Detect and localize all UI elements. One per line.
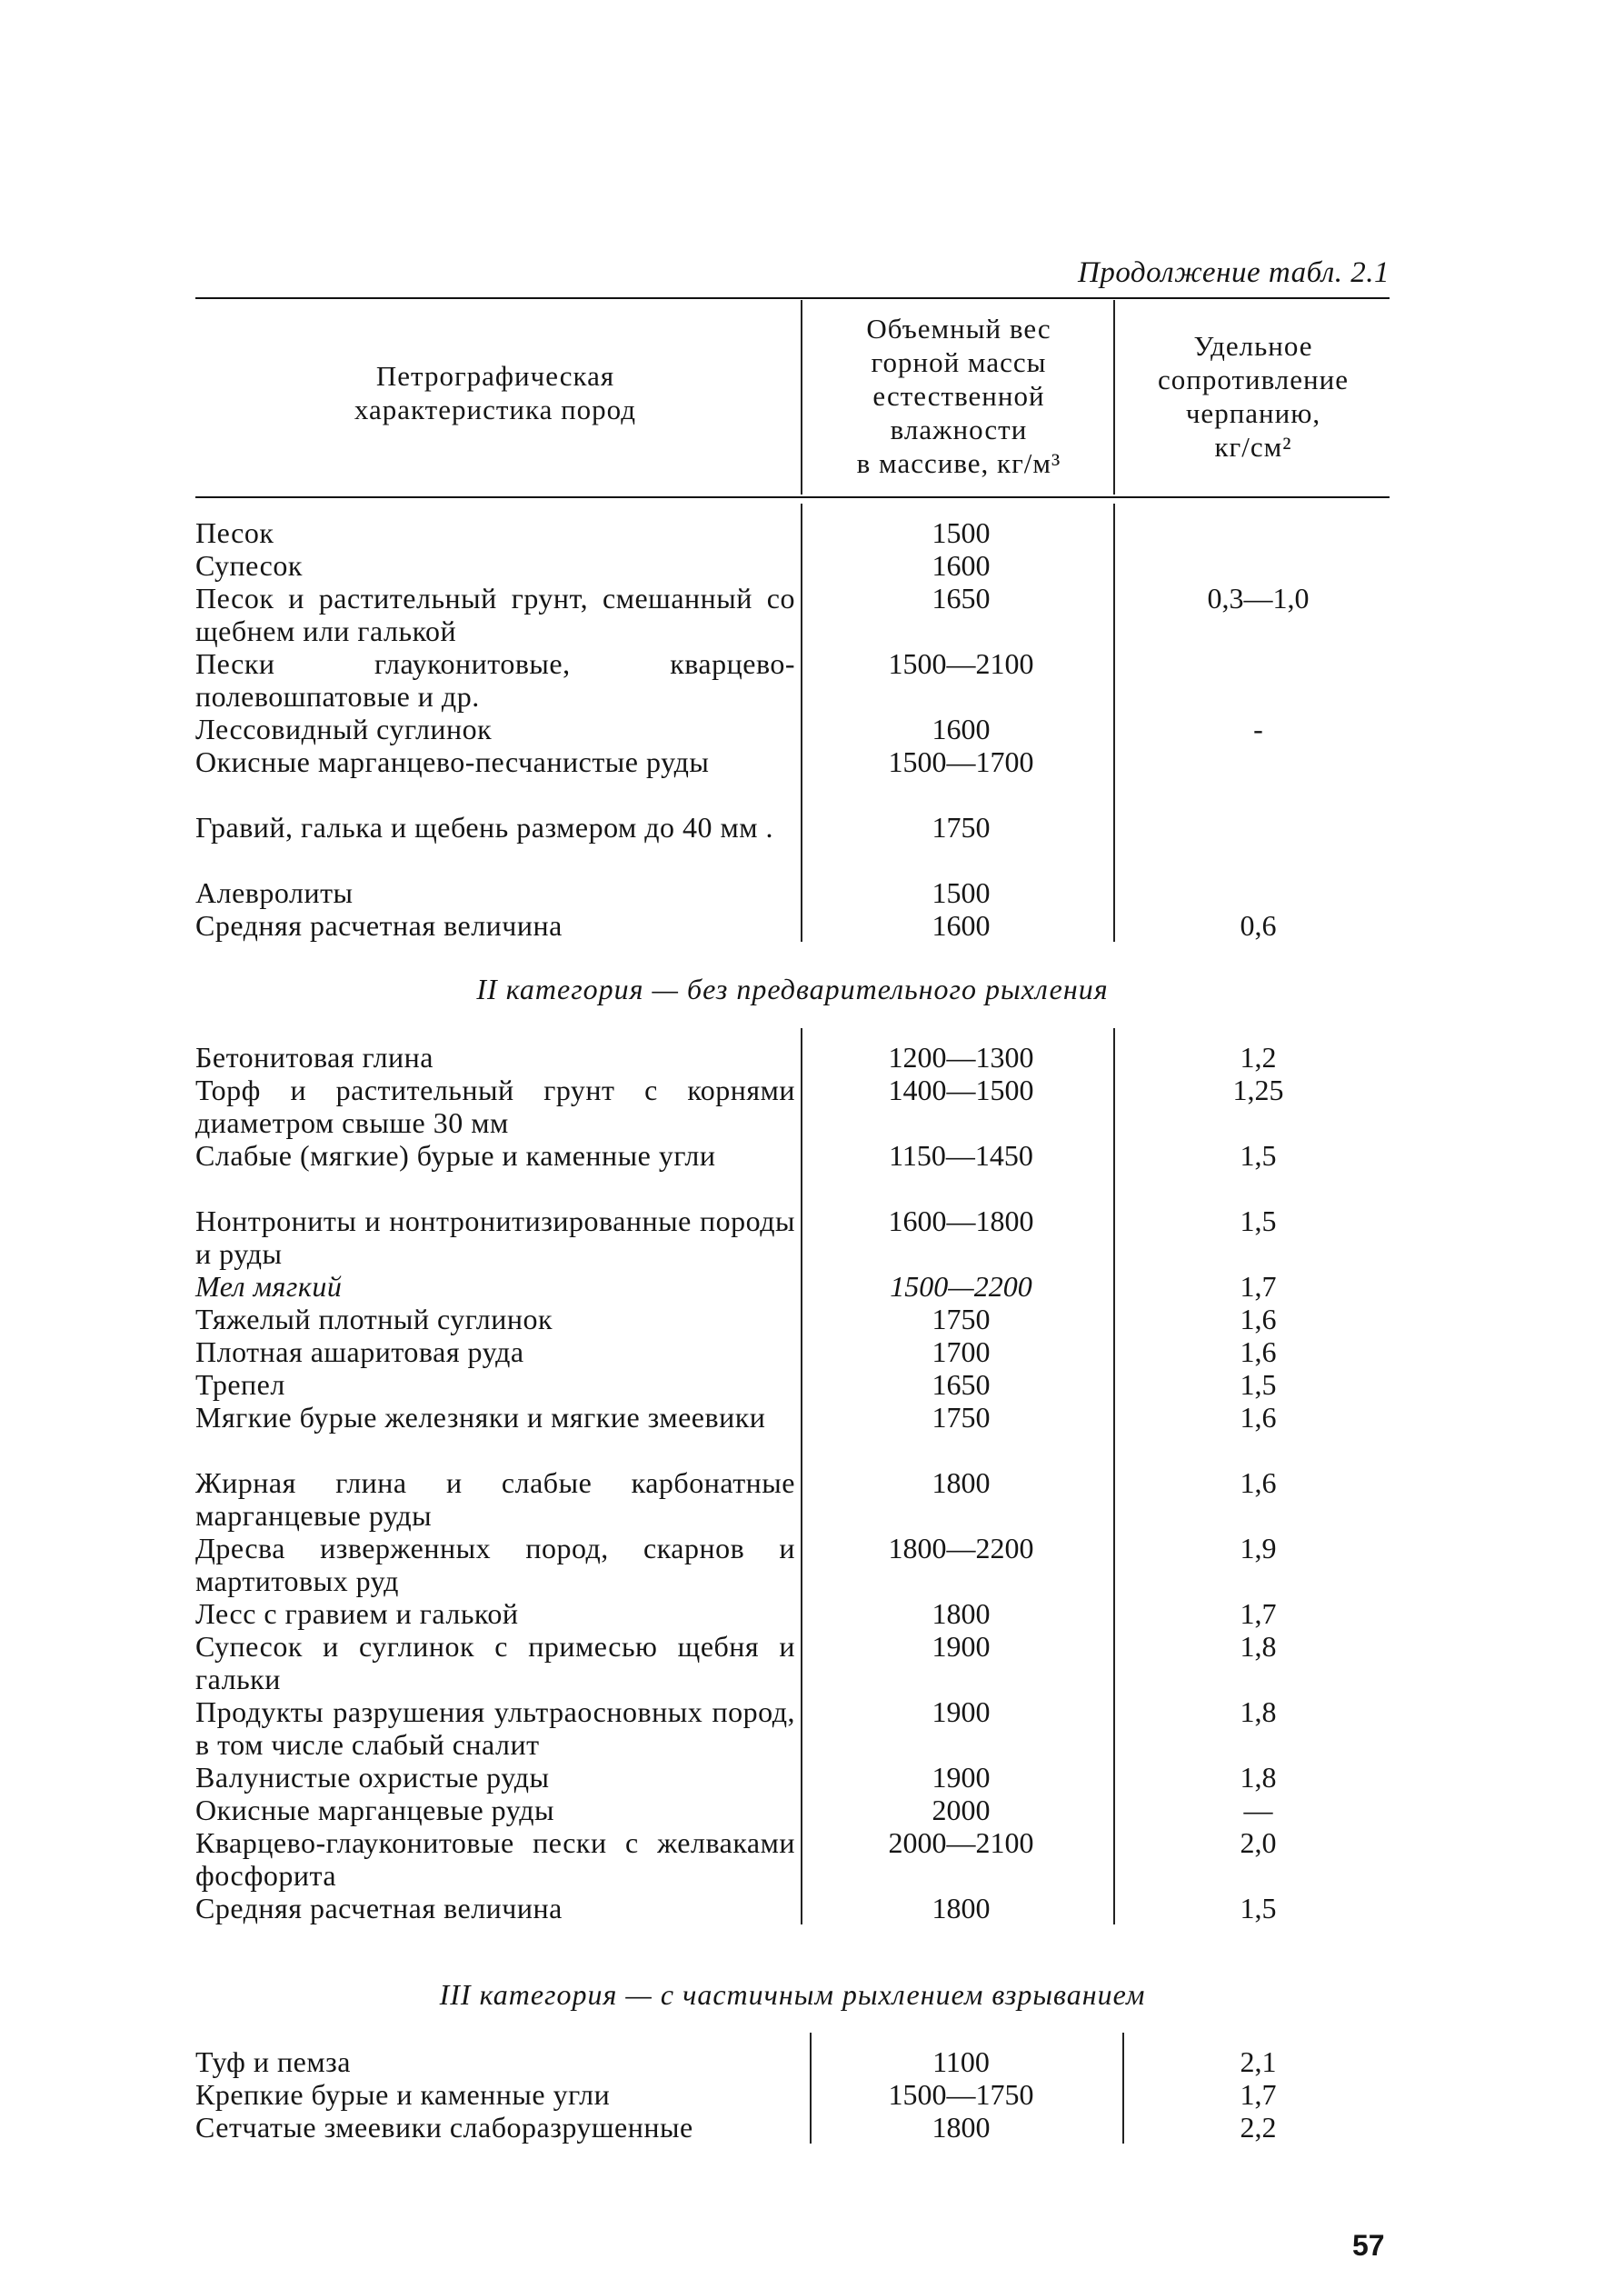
rock-name: Жирная глина и слабые карбонатные марганцевые руды (195, 1466, 795, 1532)
rock-name: Дресва изверженных пород, скарнов и мартитовых руд (195, 1532, 795, 1597)
volume-weight-value: 1400—1500 (888, 1074, 1034, 1106)
volume-weight-value: 2000 (932, 1794, 991, 1826)
volume-weight-value: 1750 (932, 811, 991, 844)
header-resistance: Удельное сопротивление черпанию, кг/см² (1158, 330, 1349, 463)
resistance-value: 1,5 (1240, 1139, 1277, 1172)
resistance-value: 2,0 (1240, 1826, 1277, 1859)
volume-weight-value: 1650 (932, 1368, 991, 1401)
rock-name: Сетчатые змеевики слаборазрушенные (195, 2111, 693, 2144)
section-title: II категория — без предварительного рыхления (476, 973, 1109, 1005)
volume-weight-value: 1600 (932, 909, 991, 942)
resistance-value: 2,2 (1240, 2111, 1277, 2144)
volume-weight-value: 2000—2100 (888, 1826, 1034, 1859)
volume-weight-value: 1100 (932, 2045, 990, 2078)
header-top-rule (195, 297, 1390, 299)
rock-name: Супесок и суглинок с примесью щебня и гальки (195, 1630, 795, 1695)
rock-name: Гравий, галька и щебень размером до 40 мм . (195, 811, 773, 844)
column-divider-2 (1113, 504, 1115, 942)
rock-name: Супесок (195, 549, 303, 582)
rock-name: Тяжелый плотный суглинок (195, 1303, 553, 1335)
rock-name: Слабые (мягкие) бурые и каменные угли (195, 1139, 716, 1172)
column-divider-2 (1122, 2033, 1124, 2144)
volume-weight-value: 1900 (932, 1761, 991, 1794)
header-volume-weight: Объемный вес горной массы естественной влажности в массиве, кг/м³ (856, 313, 1061, 479)
volume-weight-value: 1500—2100 (888, 647, 1034, 680)
column-divider-1 (801, 1028, 802, 1924)
rock-name: Торф и растительный грунт с корнями диаметром свыше 30 мм (195, 1074, 795, 1139)
rock-name: Пески глауконитовые, кварцево-полевошпатовые и др. (195, 647, 795, 713)
column-divider-1 (810, 2033, 812, 2144)
volume-weight-value: 1750 (932, 1401, 991, 1434)
volume-weight-value: 1600 (932, 549, 991, 582)
resistance-value: 1,5 (1240, 1204, 1277, 1237)
volume-weight-value: 1800 (932, 1597, 991, 1630)
rock-name: Кварцево-глауконитовые пески с желваками фосфорита (195, 1826, 795, 1892)
resistance-value: 0,3—1,0 (1207, 582, 1310, 615)
rock-name: Песок и растительный грунт, смешанный со щебнем или галькой (195, 582, 795, 647)
rock-name: Трепел (195, 1368, 285, 1401)
column-divider-2 (1113, 1028, 1115, 1924)
resistance-value: 1,8 (1240, 1630, 1277, 1663)
resistance-value: — (1243, 1794, 1273, 1826)
rock-name: Плотная ашаритовая руда (195, 1335, 524, 1368)
rock-name: Нонтрониты и нонтронитизированные породы и руды (195, 1204, 795, 1270)
resistance-value: 1,8 (1240, 1761, 1277, 1794)
volume-weight-value: 1500 (932, 876, 991, 909)
rock-name: Лесс с гравием и галькой (195, 1597, 519, 1630)
volume-weight-value: 1150—1450 (889, 1139, 1033, 1172)
rock-name: Продукты разрушения ультраосновных пород, в том числе слабый сналит (195, 1695, 795, 1761)
rock-name: Туф и пемза (195, 2045, 351, 2078)
rock-name: Средняя расчетная величина (195, 909, 563, 942)
rock-name: Валунистые охристые руды (195, 1761, 550, 1794)
volume-weight-value: 1650 (932, 582, 991, 615)
rock-name: Средняя расчетная величина (195, 1892, 563, 1924)
volume-weight-value: 1750 (932, 1303, 991, 1335)
resistance-value: 1,5 (1240, 1892, 1277, 1924)
rock-name: Крепкие бурые и каменные угли (195, 2078, 611, 2111)
resistance-value: 1,2 (1240, 1041, 1277, 1074)
rock-name: Алевролиты (195, 876, 354, 909)
volume-weight-value: 1500—2200 (890, 1270, 1032, 1303)
section-title: III категория — с частичным рыхлением взрыванием (439, 1978, 1146, 2011)
volume-weight-value: 1900 (932, 1630, 991, 1663)
volume-weight-value: 1800 (932, 1892, 991, 1924)
volume-weight-value: 1900 (932, 1695, 991, 1728)
resistance-value: 1,8 (1240, 1695, 1277, 1728)
volume-weight-value: 1600 (932, 713, 991, 745)
rock-name: Окисные марганцево-песчанистые руды (195, 745, 710, 778)
header-divider-1 (801, 300, 802, 495)
resistance-value: 0,6 (1240, 909, 1277, 942)
volume-weight-value: 1500—1700 (888, 745, 1034, 778)
resistance-value: 2,1 (1240, 2045, 1277, 2078)
resistance-value: 1,6 (1240, 1466, 1277, 1499)
volume-weight-value: 1800—2200 (888, 1532, 1034, 1564)
rock-name: Песок (195, 516, 274, 549)
resistance-value: 1,5 (1240, 1368, 1277, 1401)
column-divider-1 (801, 504, 802, 942)
header-bottom-rule (195, 496, 1390, 498)
volume-weight-value: 1800 (932, 1466, 991, 1499)
resistance-value: 1,6 (1240, 1401, 1277, 1434)
resistance-value: - (1253, 713, 1263, 745)
resistance-value: 1,7 (1240, 2078, 1277, 2111)
rock-name: Мягкие бурые железняки и мягкие змеевики (195, 1401, 766, 1434)
volume-weight-value: 1500 (932, 516, 991, 549)
table-caption: Продолжение табл. 2.1 (1078, 256, 1390, 289)
rock-name: Мел мягкий (195, 1270, 343, 1303)
resistance-value: 1,6 (1240, 1335, 1277, 1368)
header-divider-2 (1113, 300, 1115, 495)
resistance-value: 1,6 (1240, 1303, 1277, 1335)
rock-name: Бетонитовая глина (195, 1041, 433, 1074)
resistance-value: 1,7 (1240, 1597, 1277, 1630)
rock-name: Лессовидный суглинок (195, 713, 493, 745)
resistance-value: 1,25 (1232, 1074, 1284, 1106)
volume-weight-value: 1600—1800 (888, 1204, 1034, 1237)
volume-weight-value: 1200—1300 (888, 1041, 1034, 1074)
page-number: 57 (1352, 2229, 1385, 2262)
volume-weight-value: 1700 (932, 1335, 991, 1368)
volume-weight-value: 1800 (932, 2111, 991, 2144)
resistance-value: 1,7 (1240, 1270, 1277, 1303)
header-petrographic: Петрографическая характеристика пород (354, 360, 637, 425)
rock-name: Окисные марганцевые руды (195, 1794, 554, 1826)
volume-weight-value: 1500—1750 (888, 2078, 1034, 2111)
resistance-value: 1,9 (1240, 1532, 1277, 1564)
